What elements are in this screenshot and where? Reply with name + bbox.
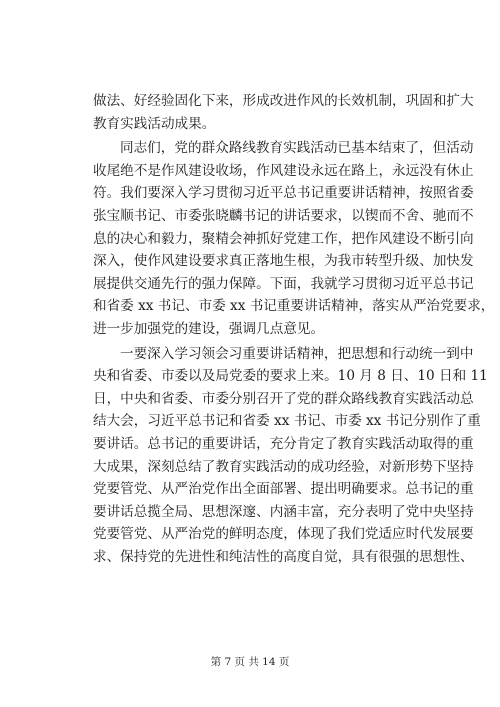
text-line: 教育实践活动成果。 bbox=[93, 115, 216, 132]
paragraph bbox=[93, 137, 495, 340]
text-line: 息的决心和毅力，聚精会神抓好党建工作，把作风建设不断引向 bbox=[93, 230, 474, 247]
text-line: 深入，使作风建设要求真正落地生根，为我市转型升级、加快发 bbox=[93, 253, 474, 270]
text-line: 党要管党、从严治党作出全面部署、提出明确要求。总书记的重 bbox=[93, 481, 474, 498]
text-line: 做法、好经验固化下来，形成改进作风的长效机制，巩固和扩大 bbox=[93, 93, 474, 109]
text-line: 展提供交通先行的强力保障。下面，我就学习贯彻习近平总书记 bbox=[93, 275, 474, 292]
text-line: 和省委 xx 书记、市委 xx 书记重要讲话精神，落实从严治党要求， bbox=[93, 298, 495, 315]
paragraph bbox=[93, 90, 474, 135]
text-line: 大成果，深刻总结了教育实践活动的成功经验，对新形势下坚持 bbox=[93, 458, 474, 475]
text-line: 符。我们要深入学习贯彻习近平总书记重要讲话精神，按照省委 bbox=[93, 185, 474, 202]
text-line: 日，中央和省委、市委分别召开了党的群众路线教育实践活动总 bbox=[93, 390, 474, 407]
paragraph bbox=[93, 343, 488, 569]
page-footer bbox=[0, 654, 500, 669]
text-line: 要讲话。总书记的重要讲话，充分肯定了教育实践活动取得的重 bbox=[93, 435, 474, 452]
text-line: 进一步加强党的建设，强调几点意见。 bbox=[93, 320, 325, 337]
text-line: 收尾绝不是作风建设收场，作风建设永远在路上，永远没有休止 bbox=[93, 162, 474, 179]
text-line: 央和省委、市委以及局党委的要求上来。10 月 8 日、10 日和 11 bbox=[93, 368, 488, 385]
text-line: 张宝顺书记、市委张晓麟书记的讲话要求，以锲而不舍、驰而不 bbox=[93, 207, 474, 224]
text-line: 结大会，习近平总书记和省委 xx 书记、市委 xx 书记分别作了重 bbox=[93, 413, 481, 430]
text-line: 要讲话总揽全局、思想深邃、内涵丰富，充分表明了党中央坚持 bbox=[93, 503, 474, 520]
document-body bbox=[93, 90, 495, 568]
text-line: 同志们，党的群众路线教育实践活动已基本结束了，但活动 bbox=[120, 140, 474, 157]
text-line: 党要管党、从严治党的鲜明态度，体现了我们党适应时代发展要 bbox=[93, 526, 474, 543]
text-line: 一要深入学习领会习重要讲话精神，把思想和行动统一到中 bbox=[120, 345, 474, 362]
text-line: 求、保持党的先进性和纯洁性的高度自觉，具有很强的思想性、 bbox=[93, 548, 474, 565]
page-number-label: 第 7 页 共 14 页 bbox=[210, 656, 290, 668]
